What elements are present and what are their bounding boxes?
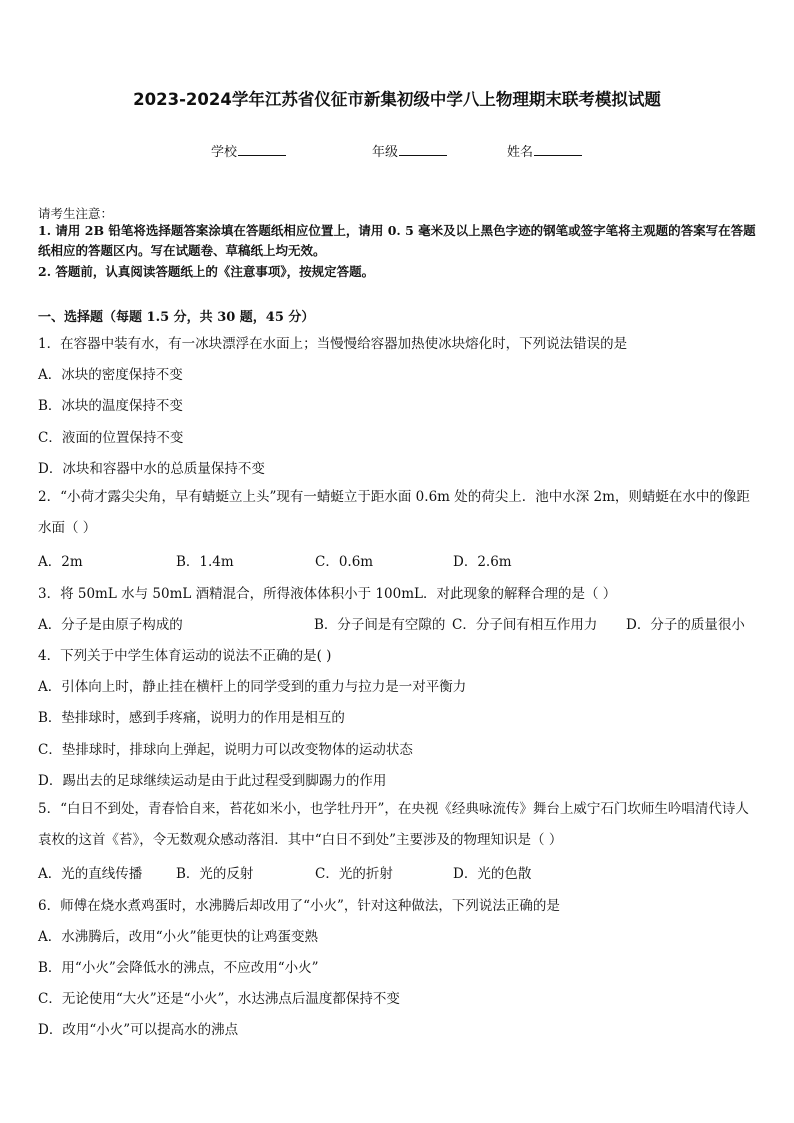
question-2-option-b: B．1.4m xyxy=(176,554,234,570)
page-title: 2023-2024学年江苏省仪征市新集初级中学八上物理期末联考模拟试题 xyxy=(133,90,661,109)
section-heading: 一、选择题（每题 1.5 分，共 30 题，45 分） xyxy=(38,310,315,325)
question-6-option-b: B．用“小火”会降低水的沸点，不应改用“小火” xyxy=(38,960,319,976)
question-2-stem: 2．“小荷才露尖尖角，早有蜻蜓立上头”现有一蜻蜓立于距水面 0.6m 处的荷尖上．池中水深 2m，则蜻蜓在水中的像距水面（ ） xyxy=(38,489,750,536)
question-6-stem: 6．师傅在烧水煮鸡蛋时，水沸腾后却改用了“小火”，针对这种做法，下列说法正确的是 xyxy=(38,898,560,914)
question-3-stem: 3．将 50mL 水与 50mL 酒精混合，所得液体体积小于 100mL．对此现象的解释合理的是（ ） xyxy=(38,586,617,602)
name-field[interactable] xyxy=(507,141,582,160)
school-label: 学校 xyxy=(211,145,238,160)
question-6-option-c: C．无论使用“大火”还是“小火”，水达沸点后温度都保持不变 xyxy=(38,991,400,1007)
question-5-stem: 5．“白日不到处，青春恰自来，苔花如米小，也学牡丹开”，在央视《经典咏流传》舞台上威宁石门坎师生吟唱清代诗人袁枚的这首《苔》，令无数观众感动落泪．其中“白日不到处”主要涉及的物理知识是（ ） xyxy=(38,801,749,848)
question-1-option-d: D．冰块和容器中水的总质量保持不变 xyxy=(38,461,265,477)
grade-field[interactable] xyxy=(372,141,447,160)
question-4-option-a: A．引体向上时，静止挂在横杆上的同学受到的重力与拉力是一对平衡力 xyxy=(38,679,467,695)
question-5-option-c: C．光的折射 xyxy=(315,866,393,882)
notice-item-2: 2. 答题前，认真阅读答题纸上的《注意事项》，按规定答题。 xyxy=(38,264,375,279)
name-label: 姓名 xyxy=(507,145,534,160)
question-3-option-c: C．分子间有相互作用力 xyxy=(452,617,598,633)
question-4-stem: 4．下列关于中学生体育运动的说法不正确的是( ) xyxy=(38,648,332,664)
question-1-stem: 1．在容器中装有水，有一冰块漂浮在水面上；当慢慢给容器加热使冰块熔化时，下列说法错误的是 xyxy=(38,336,628,352)
question-3-option-d: D．分子的质量很小 xyxy=(626,617,745,633)
question-6-option-a: A．水沸腾后，改用“小火”能更快的让鸡蛋变熟 xyxy=(38,929,319,945)
question-1-option-c: C．液面的位置保持不变 xyxy=(38,430,184,446)
question-4-option-b: B．垫排球时，感到手疼痛，说明力的作用是相互的 xyxy=(38,710,345,726)
question-1-option-a: A．冰块的密度保持不变 xyxy=(38,367,183,383)
school-field[interactable] xyxy=(211,141,286,160)
question-2-option-c: C．0.6m xyxy=(315,554,374,570)
notice-heading: 请考生注意： xyxy=(38,206,114,221)
question-4-option-c: C．垫排球时，排球向上弹起，说明力可以改变物体的运动状态 xyxy=(38,742,413,758)
grade-blank[interactable] xyxy=(399,144,447,156)
question-6-option-d: D．改用“小火”可以提高水的沸点 xyxy=(38,1022,239,1038)
question-5-option-b: B．光的反射 xyxy=(176,866,254,882)
question-4-option-d: D．踢出去的足球继续运动是由于此过程受到脚踢力的作用 xyxy=(38,773,387,789)
question-3-option-a: A．分子是由原子构成的 xyxy=(38,617,183,633)
question-5-option-a: A．光的直线传播 xyxy=(38,866,143,882)
notice-item-1: 1. 请用 2B 铅笔将选择题答案涂填在答题纸相应位置上，请用 0. 5 毫米及以上黑色字迹的钢笔或签字笔将主观题的答案写在答题纸相应的答题区内。写在试题卷、草稿纸上均无效。 xyxy=(38,223,756,258)
grade-label: 年级 xyxy=(372,145,399,160)
question-5-option-d: D．光的色散 xyxy=(453,866,532,882)
question-3-option-b: B．分子间是有空隙的 xyxy=(314,617,446,633)
question-2-option-a: A．2m xyxy=(38,554,83,570)
question-1-option-b: B．冰块的温度保持不变 xyxy=(38,398,183,414)
school-blank[interactable] xyxy=(238,144,286,156)
name-blank[interactable] xyxy=(534,144,582,156)
question-2-option-d: D．2.6m xyxy=(453,554,512,570)
